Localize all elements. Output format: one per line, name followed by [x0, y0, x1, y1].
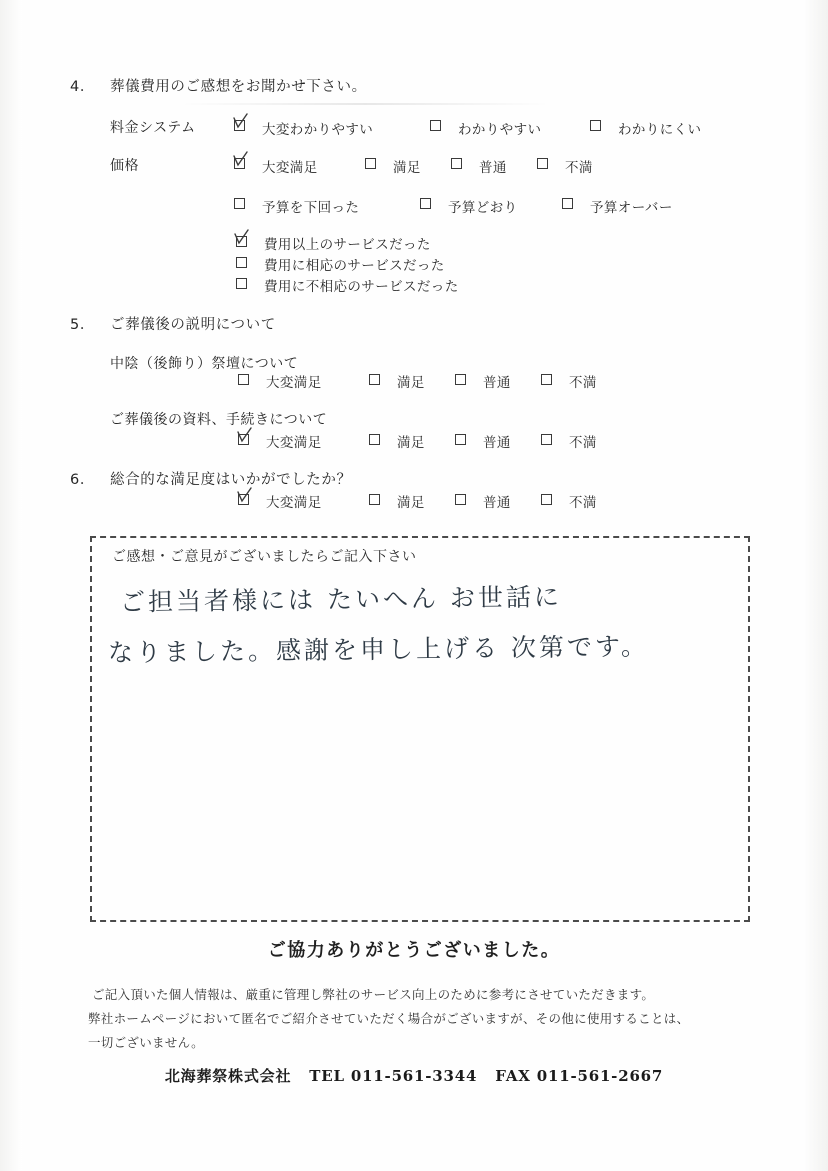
section-4-number: 4． [70, 79, 95, 95]
checkbox-budget-1[interactable] [420, 198, 431, 209]
checkbox-service-1[interactable] [236, 257, 247, 268]
option-price-2[interactable]: 普通 [479, 160, 507, 176]
option-after-docs-0[interactable]: 大変満足 [266, 435, 322, 451]
option-chuin-3[interactable]: 不満 [569, 375, 597, 391]
handwritten-line-1: ご担当者様には たいへん お世話に [119, 582, 563, 617]
company-name: 北海葬祭株式会社 [164, 1067, 292, 1085]
group-label-after-documents: ご葬儀後の資料、手続きについて [110, 412, 328, 428]
option-fee-system-0[interactable]: 大変わかりやすい [262, 122, 374, 138]
option-overall-0[interactable]: 大変満足 [266, 495, 322, 511]
thanks-message: ご協力ありがとうございました。 [267, 940, 561, 961]
section-4-title: 葬儀費用のご感想をお聞かせ下さい。 [110, 79, 367, 95]
privacy-note-line-2: 弊社ホームページにおいて匿名でご紹介させていただく場合がございますが、その他に使用することは、 [88, 1011, 690, 1026]
option-overall-1[interactable]: 満足 [397, 495, 425, 511]
option-price-0[interactable]: 大変満足 [262, 160, 318, 176]
option-fee-system-2[interactable]: わかりにくい [618, 122, 702, 138]
tel-label: TEL [309, 1067, 345, 1085]
group-label-chuin-altar: 中陰（後飾り）祭壇について [110, 356, 299, 372]
checkbox-chuin-3[interactable] [541, 374, 552, 385]
option-after-docs-2[interactable]: 普通 [483, 435, 511, 451]
checkbox-overall-2[interactable] [455, 494, 466, 505]
option-overall-2[interactable]: 普通 [483, 495, 511, 511]
option-overall-3[interactable]: 不満 [569, 495, 597, 511]
company-footer [0, 1065, 828, 1086]
handwritten-line-2: なりました。感謝を申し上げる 次第です。 [107, 631, 650, 668]
section-5-number: 5． [70, 317, 95, 333]
option-service-1[interactable]: 費用に相応のサービスだった [264, 258, 445, 274]
section-6-number: 6． [70, 472, 95, 488]
checkbox-price-1[interactable] [365, 158, 376, 169]
option-budget-0[interactable]: 予算を下回った [262, 200, 360, 216]
checkbox-price-0[interactable] [234, 158, 245, 169]
option-service-0[interactable]: 費用以上のサービスだった [264, 237, 431, 253]
checkbox-chuin-2[interactable] [455, 374, 466, 385]
option-chuin-0[interactable]: 大変満足 [266, 375, 322, 391]
checkbox-chuin-0[interactable] [238, 374, 249, 385]
row-label-price: 価格 [110, 158, 139, 174]
option-service-2[interactable]: 費用に不相応のサービスだった [264, 279, 459, 295]
checkbox-overall-0[interactable] [238, 494, 249, 505]
checkbox-price-3[interactable] [537, 158, 548, 169]
checkbox-chuin-1[interactable] [369, 374, 380, 385]
checkbox-price-2[interactable] [451, 158, 462, 169]
row-label-fee-system: 料金システム [110, 120, 196, 136]
checkbox-budget-2[interactable] [562, 198, 573, 209]
checkbox-after-docs-3[interactable] [541, 434, 552, 445]
scan-edge-left [0, 0, 22, 1171]
option-price-3[interactable]: 不満 [565, 160, 593, 176]
fax-label: FAX [495, 1067, 531, 1085]
checkbox-fee-system-2[interactable] [590, 120, 601, 131]
section-5-title: ご葬儀後の説明について [110, 317, 276, 333]
checkbox-service-0[interactable] [236, 236, 247, 247]
option-price-1[interactable]: 満足 [393, 160, 421, 176]
scan-smudge [180, 103, 550, 105]
checkbox-after-docs-1[interactable] [369, 434, 380, 445]
checkbox-after-docs-2[interactable] [455, 434, 466, 445]
checkbox-service-2[interactable] [236, 278, 247, 289]
fax-number: 011-561-2667 [536, 1067, 664, 1085]
checkbox-fee-system-1[interactable] [430, 120, 441, 131]
option-chuin-2[interactable]: 普通 [483, 375, 511, 391]
privacy-note-line-3: 一切ございません。 [88, 1035, 204, 1050]
option-after-docs-3[interactable]: 不満 [569, 435, 597, 451]
privacy-note-line-1: ご記入頂いた個人情報は、厳重に管理し弊社のサービス向上のために参考にさせていただきます。 [92, 987, 655, 1002]
scan-edge-right [802, 0, 828, 1171]
checkbox-overall-3[interactable] [541, 494, 552, 505]
checkbox-fee-system-0[interactable] [234, 120, 245, 131]
checkbox-budget-0[interactable] [234, 198, 245, 209]
option-fee-system-1[interactable]: わかりやすい [458, 122, 542, 138]
option-budget-1[interactable]: 予算どおり [448, 200, 518, 216]
checkbox-after-docs-0[interactable] [238, 434, 249, 445]
option-budget-2[interactable]: 予算オーバー [590, 200, 673, 216]
tel-number: 011-561-3344 [350, 1067, 478, 1085]
comment-hint-label: ご感想・ご意見がございましたらご記入下さい [108, 546, 421, 566]
option-chuin-1[interactable]: 満足 [397, 375, 425, 391]
checkbox-overall-1[interactable] [369, 494, 380, 505]
option-after-docs-1[interactable]: 満足 [397, 435, 425, 451]
section-6-title: 総合的な満足度はいかがでしたか？ [110, 472, 352, 488]
